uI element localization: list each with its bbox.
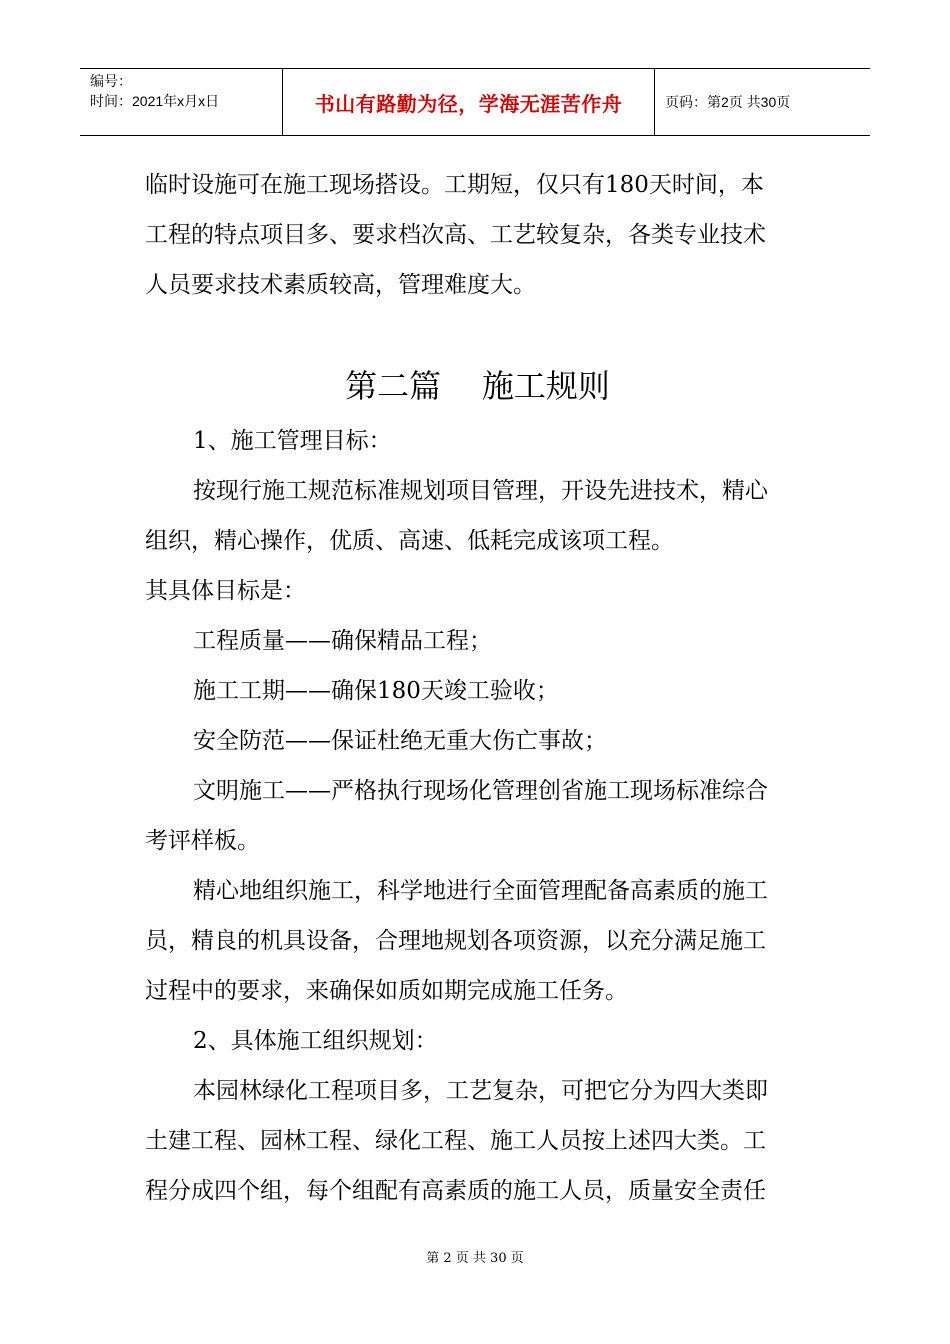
document-body: [145, 160, 810, 1216]
intro-line: 临时设施可在施工现场搭设。工期短，仅只有180天时间，本: [145, 172, 764, 198]
body-line: 1、施工管理目标：: [193, 428, 392, 454]
body-line: 文明施工——严格执行现场化管理创省施工现场标准综合: [193, 778, 768, 804]
body-line: 工程质量——确保精品工程；: [193, 628, 492, 654]
body-line: 安全防范——保证杜绝无重大伤亡事故；: [193, 728, 607, 754]
body-line: 2、具体施工组织规划：: [193, 1028, 438, 1054]
page-header: [80, 68, 870, 136]
page-footer: [0, 1247, 950, 1266]
document-time: 时间：2021年x月x日: [90, 93, 220, 109]
body-line: 过程中的要求，来确保如质如期完成施工任务。: [145, 978, 628, 1004]
header-page-info: 页码：第2页 共30页: [665, 94, 791, 110]
footer-page-number: 第 2 页 共 30 页: [426, 1251, 524, 1266]
body-line: 施工工期——确保180天竣工验收；: [193, 678, 559, 704]
body-lines: [145, 416, 810, 1216]
intro-line: 人员要求技术素质较高，管理难度大。: [145, 272, 536, 298]
header-page-info-cell: [655, 69, 870, 135]
body-line: 按现行施工规范标准规划项目管理，开设先进技术，精心: [193, 478, 768, 504]
intro-line: 工程的特点项目多、要求档次高、工艺较复杂，各类专业技术: [145, 222, 766, 248]
body-line: 精心地组织施工，科学地进行全面管理配备高素质的施工: [193, 878, 768, 904]
body-line: 考评样板。: [145, 828, 260, 854]
body-line: 员，精良的机具设备，合理地规划各项资源，以充分满足施工: [145, 928, 766, 954]
header-motto-cell: [283, 69, 655, 135]
body-line: 土建工程、园林工程、绿化工程、施工人员按上述四大类。工: [145, 1128, 766, 1154]
body-line: 程分成四个组，每个组配有高素质的施工人员，质量安全责任: [145, 1178, 766, 1204]
chapter-title: 第二篇 施工规则: [345, 367, 610, 405]
document-number-label: 编号：: [90, 73, 132, 89]
header-motto: 书山有路勤为径，学海无涯苦作舟: [314, 91, 623, 116]
body-line: 组织，精心操作，优质、高速、低耗完成该项工程。: [145, 528, 674, 554]
header-meta: [80, 69, 283, 135]
body-line: 本园林绿化工程项目多，工艺复杂，可把它分为四大类即: [193, 1078, 768, 1104]
body-line: 其具体目标是：: [145, 578, 306, 604]
